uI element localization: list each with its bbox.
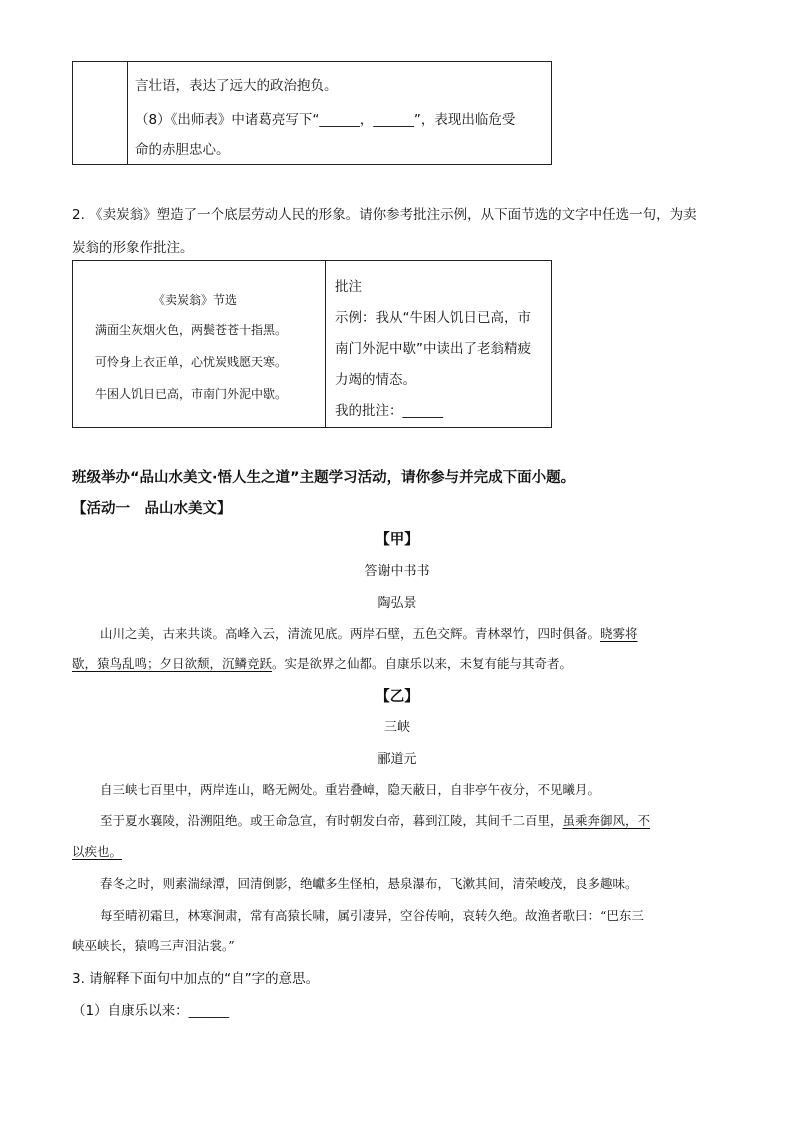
- underlined-sentence: 歇，猿鸟乱鸣；夕日欲颓，沉鳞竞跃: [72, 656, 273, 671]
- passage-yi-mark: 【乙】: [375, 689, 419, 705]
- annotation-table: [72, 260, 552, 428]
- passage-yi-line: 峡巫峡长，猿鸣三声泪沾裳。”: [72, 938, 235, 953]
- passage-jia-line-2: [72, 654, 572, 672]
- passage-yi-title: 三峡: [383, 720, 410, 735]
- activity-intro: 班级举办“品山水美文·悟人生之道”主题学习活动，请你参与并完成下面小题。: [72, 470, 576, 486]
- note-line: 示例：我从“牛困人饥日已高，市: [335, 310, 531, 326]
- table-divider: [127, 62, 128, 164]
- poem-line: 满面尘灰烟火色，两鬓苍苍十指黑。: [95, 323, 288, 337]
- question-3-line: 3. 请解释下面句中加点的“自”字的意思。: [72, 971, 320, 987]
- note-line: 力竭的情态。: [335, 372, 416, 388]
- table-text-line: 命的赤胆忠心。: [135, 142, 230, 158]
- table-text-line: 言壮语，表达了远大的政治抱负。: [135, 78, 338, 94]
- underlined-sentence: 晓雾将: [600, 626, 638, 641]
- poem-line: 牛困人饥日已高，市南门外泥中歇。: [95, 387, 288, 401]
- passage-yi-line: 自三峡七百里中，两岸连山，略无阙处。重岩叠嶂，隐天蔽日，自非亭午夜分，不见曦月。: [100, 782, 601, 797]
- note-line: 南门外泥中歇”中读出了老翁精疲: [335, 341, 531, 357]
- fill-in-question-8: （8）《出师表》中诸葛亮写下“______，______”，表现出临危受: [135, 112, 516, 128]
- activity-one-heading: 【活动一 品山水美文】: [72, 501, 232, 517]
- passage-yi-line: [72, 842, 122, 860]
- passage-text: 山川之美，古来共谈。高峰入云，清流见底。两岸石壁，五色交辉。青林翠竹，四时俱备。: [100, 626, 601, 641]
- underlined-sentence: 以疾也。: [72, 844, 123, 859]
- passage-yi-line: 春冬之时，则素湍绿潭，回清倒影，绝巘多生怪柏，悬泉瀑布，飞漱其间，清荣峻茂，良多趣味。: [100, 876, 638, 891]
- passage-text: 。实是欲界之仙都。自康乐以来，未复有能与其奇者。: [272, 656, 573, 671]
- poem-title: 《卖炭翁》节选: [153, 293, 238, 307]
- passage-jia-title: 答谢中书书: [364, 564, 430, 579]
- underlined-sentence: 虽乘奔御风，不: [562, 813, 651, 828]
- passage-yi-line: [100, 811, 650, 829]
- passage-yi-line: 每至晴初霜旦，林寒涧肃，常有高猿长啸，属引凄异，空谷传响，哀转久绝。故渔者歌曰：“巴东三: [100, 908, 644, 923]
- note-header: 批注: [335, 279, 362, 295]
- passage-jia-mark: 【甲】: [375, 532, 419, 548]
- poem-line: 可怜身上衣正单，心忧炭贱愿天寒。: [95, 355, 288, 369]
- answer-table-top: [72, 61, 552, 165]
- question-2-line: 炭翁的形象作批注。: [72, 240, 194, 256]
- question-3-sub-1: （1）自康乐以来：______: [72, 1003, 230, 1019]
- passage-text: 至于夏水襄陵，沿溯阻绝。或王命急宣，有时朝发白帝，暮到江陵，其间千二百里，: [100, 813, 563, 828]
- my-annotation-blank: 我的批注：______: [335, 403, 443, 419]
- passage-jia-author: 陶弘景: [377, 596, 417, 611]
- passage-jia-line-1: [100, 624, 638, 642]
- table-divider: [325, 261, 326, 427]
- question-2-line: 2. 《卖炭翁》塑造了一个底层劳动人民的形象。请你参考批注示例，从下面节选的文字中任选一句，为卖: [72, 207, 697, 223]
- passage-yi-author: 郦道元: [377, 752, 417, 767]
